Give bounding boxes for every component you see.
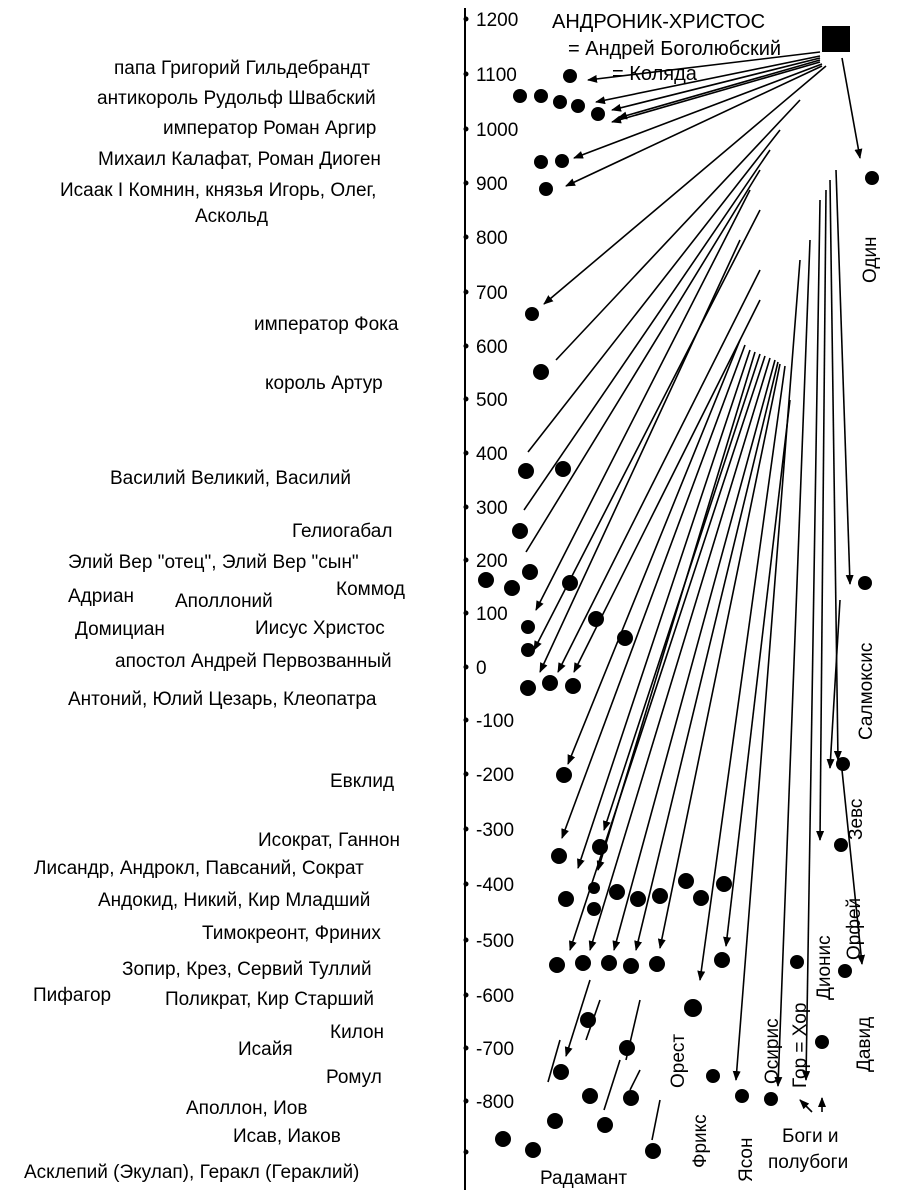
label-isokrat: Исократ, Ганнон [258,830,400,851]
label-orest: Орест [668,1033,689,1088]
tick-label: 400 [476,444,508,465]
label-gods-line-2: полубоги [768,1152,849,1173]
tick-label: 1000 [476,120,519,141]
label-foka: император Фока [254,314,399,335]
axis-tick-labels [476,10,518,1113]
label-lisandr: Лисандр, Андрокл, Павсаний, Сократ [34,858,364,879]
label-adrian: Адриан [68,586,134,607]
title-line-3: = Коляда [612,63,697,85]
label-kommod: Коммод [336,579,405,600]
title-line-2: = Андрей Боголюбский [568,38,782,60]
label-yason: Ясон [736,1137,757,1182]
tick-label: -600 [476,986,515,1007]
label-odin: Один [860,236,881,283]
label-andokid: Андокид, Никий, Кир Младший [98,890,371,911]
label-osiris: Осирис [762,1018,783,1084]
label-radamant: Радамант [540,1168,628,1189]
label-timokreont: Тимокреонт, Фриних [202,923,381,944]
tick-label: -700 [476,1039,515,1060]
label-orfey: Орфей [844,897,865,960]
tick-label: -300 [476,820,515,841]
label-evklid: Евклид [330,771,395,792]
tick-label: -800 [476,1092,515,1113]
label-apolloniy: Аполлоний [175,591,273,612]
label-rudolf: антикороль Рудольф Швабский [97,88,376,109]
label-asklepiy: Асклепий (Экулап), Геракл (Гераклий) [24,1162,360,1183]
label-isaak: Исаак I Комнин, князья Игорь, Олег, [60,180,377,201]
tick-label: -400 [476,875,515,896]
label-eliy-ver: Элий Вер "отец", Элий Вер "сын" [68,552,359,573]
label-isayya: Исайя [238,1039,293,1060]
title-line-1: АНДРОНИК-ХРИСТОС [552,11,766,33]
tick-label: 500 [476,390,508,411]
tick-label: 1200 [476,10,519,31]
label-salmoksis: Салмоксис [856,642,877,740]
tick-label: 800 [476,228,508,249]
label-mikhail: Михаил Калафат, Роман Диоген [98,149,381,170]
label-gods-line-1: Боги и [782,1126,839,1147]
source-square [822,26,850,52]
tick-label: 700 [476,283,508,304]
label-antoniy: Антоний, Юлий Цезарь, Клеопатра [68,689,377,710]
tick-label: 0 [476,658,487,679]
tick-label: -200 [476,765,515,786]
label-roman-argir: император Роман Аргир [163,118,377,139]
tick-label: -100 [476,711,515,732]
arrows [524,52,862,1140]
tick-label: 600 [476,337,508,358]
label-zopir: Зопир, Крез, Сервий Туллий [122,959,372,980]
tick-label: 300 [476,498,508,519]
tick-label: 100 [476,604,508,625]
label-kilon: Килон [330,1022,385,1043]
label-david: Давид [854,1016,875,1072]
label-artur: король Артур [265,373,383,394]
label-zevs: Зевс [846,798,867,840]
label-andrey-pervozvanny: апостол Андрей Первозванный [115,651,392,672]
label-gor: Гор = Хор [790,1002,811,1088]
label-isav: Исав, Иаков [233,1126,341,1147]
left-labels [24,58,405,1183]
tick-label: -500 [476,931,515,952]
label-domitsian: Домициан [75,619,165,640]
tick-label: 200 [476,551,508,572]
label-askold: Аскольд [195,206,268,227]
label-apollon: Аполлон, Иов [186,1098,308,1119]
label-iisus: Иисус Христос [255,618,385,639]
label-vasily: Василий Великий, Василий [110,468,352,489]
label-romul: Ромул [326,1067,382,1088]
tick-label: 1100 [476,65,517,86]
label-polikrat: Поликрат, Кир Старший [165,989,375,1010]
label-geliogabal: Гелиогабал [292,521,393,542]
label-pifagor: Пифагор [33,985,112,1006]
label-dionis: Дионис [814,935,835,1000]
tick-label: 900 [476,174,508,195]
label-grigory: папа Григорий Гильдебрандт [114,58,371,79]
label-friks: Фрикс [690,1114,711,1168]
